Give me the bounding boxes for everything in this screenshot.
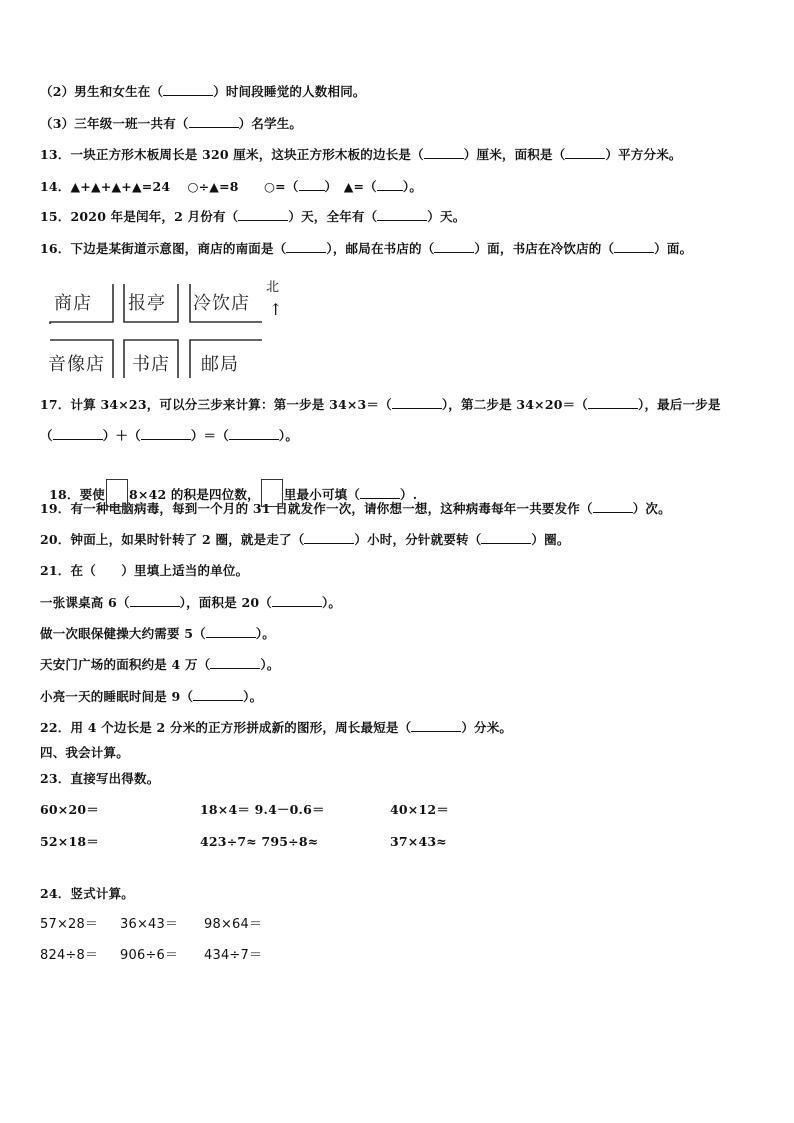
north-label: 北 xyxy=(266,280,280,295)
answer-blank[interactable] xyxy=(53,428,103,440)
question-18 xyxy=(40,463,417,507)
question-text: 天安门广场的面积约是 4 万（ xyxy=(40,657,211,672)
north-arrow-icon: ↑ xyxy=(269,300,283,319)
question-line-q-2-2 xyxy=(40,84,366,100)
bookstore-label: 书店 xyxy=(132,354,170,375)
answer-blank[interactable] xyxy=(377,209,427,221)
question-text: 20．钟面上，如果时针转了 2 圈，就是走了（ xyxy=(40,532,305,547)
answer-blank[interactable] xyxy=(141,428,191,440)
question-text: ）＋（ xyxy=(102,428,141,443)
question-text: ）。 xyxy=(255,626,276,641)
question-text: ）时间段睡觉的人数相同。 xyxy=(213,84,366,99)
answer-blank[interactable] xyxy=(588,397,638,409)
question-text: ）平方分米。 xyxy=(605,147,682,162)
answer-blank[interactable] xyxy=(206,626,256,638)
answer-blank[interactable] xyxy=(392,397,442,409)
answer-blank[interactable] xyxy=(286,241,326,253)
question-line-q14 xyxy=(40,179,422,195)
question-text: ）天，全年有（ xyxy=(288,209,378,224)
question-text: ）。 xyxy=(402,179,423,194)
question-text: ）圈。 xyxy=(531,532,570,547)
calc-24-item: 98×64＝ xyxy=(204,917,263,932)
question-text: 24．竖式计算。 xyxy=(40,886,134,901)
answer-blank[interactable] xyxy=(434,241,474,253)
question-line-q21b xyxy=(40,626,275,642)
question-text: 13．一块正方形木板周长是 320 厘米，这块正方形木板的边长是（ xyxy=(40,147,424,162)
question-text: ）分米。 xyxy=(461,720,513,735)
question-text: ）面。 xyxy=(654,241,693,256)
calc-24-item: 57×28＝ xyxy=(40,917,99,932)
cold-drink-shop-label: 冷饮店 xyxy=(193,293,250,314)
calc-24-item: 906÷6＝ xyxy=(120,948,179,963)
question-text: 15．2020 年是闰年，2 月份有（ xyxy=(40,209,239,224)
answer-blank[interactable] xyxy=(593,501,633,513)
answer-blank[interactable] xyxy=(565,147,605,159)
answer-blank[interactable] xyxy=(304,532,354,544)
answer-box[interactable] xyxy=(106,479,128,507)
question-line-q21 xyxy=(40,563,248,579)
street-map xyxy=(40,272,300,382)
calc-23-item: 60×20＝ xyxy=(40,802,99,817)
calc-23-item: 40×12＝ xyxy=(390,802,449,817)
question-line-q17b xyxy=(40,428,298,444)
answer-blank[interactable] xyxy=(163,84,213,96)
video-shop-label: 音像店 xyxy=(48,354,105,375)
question-line-q13 xyxy=(40,147,682,163)
answer-blank[interactable] xyxy=(377,179,403,191)
question-text: （3）三年级一班一共有（ xyxy=(40,116,189,131)
question-text: ）天。 xyxy=(427,209,466,224)
question-text: ）次。 xyxy=(632,501,671,516)
question-text: 22．用 4 个边长是 2 分米的正方形拼成新的图形，周长最短是（ xyxy=(40,720,412,735)
question-text: ），最后一步是 xyxy=(638,397,721,412)
question-text: 小亮一天的睡眠时间是 9（ xyxy=(40,689,194,704)
question-text: ），邮局在书店的（ xyxy=(326,241,435,256)
question-text: （ xyxy=(40,428,53,443)
question-text: ）名学生。 xyxy=(238,116,303,131)
calc-24-item: 434÷7＝ xyxy=(204,948,263,963)
shop-label: 商店 xyxy=(54,293,92,314)
question-text: ）。 xyxy=(243,689,263,704)
question-line-q24 xyxy=(40,886,134,902)
calc-24-item: 36×43＝ xyxy=(120,917,179,932)
question-text: 21．在（ ）里填上适当的单位。 xyxy=(40,563,249,578)
question-text: ）小时，分针就要转（ xyxy=(354,532,482,547)
answer-blank[interactable] xyxy=(210,657,260,669)
answer-blank[interactable] xyxy=(424,147,464,159)
question-text: ），第二步是 34×20＝（ xyxy=(441,397,589,412)
newsstand-label: 报亭 xyxy=(128,293,166,314)
answer-blank[interactable] xyxy=(481,532,531,544)
post-office-label: 邮局 xyxy=(201,354,239,375)
question-text: ）。 xyxy=(260,657,280,672)
question-text: （2）男生和女生在（ xyxy=(40,84,164,99)
question-text: 四、我会计算。 xyxy=(40,745,129,760)
q18-text-1: 18．要使 xyxy=(49,487,106,502)
q18-text-3: 里最小可填（ xyxy=(283,487,361,502)
answer-blank[interactable] xyxy=(238,209,288,221)
question-line-q21a xyxy=(40,595,341,611)
answer-blank[interactable] xyxy=(614,241,654,253)
question-text: ），面积是 20（ xyxy=(179,595,272,610)
question-text: 一张课桌高 6（ xyxy=(40,595,130,610)
question-line-q21c xyxy=(40,657,280,673)
answer-blank[interactable] xyxy=(299,179,325,191)
question-line-sec4 xyxy=(40,745,129,761)
question-line-q17a xyxy=(40,397,721,413)
answer-blank[interactable] xyxy=(130,595,180,607)
question-text: ）。 xyxy=(278,428,299,443)
question-line-q21d xyxy=(40,689,262,705)
question-text: 19．有一种电脑病毒，每到一个月的 31 日就发作一次，请你想一想，这种病毒每年一共要发作（ xyxy=(40,501,593,516)
question-text: ）面，书店在冷饮店的（ xyxy=(474,241,615,256)
answer-box[interactable] xyxy=(261,479,283,507)
calc-23-item: 37×43≈ xyxy=(390,834,447,849)
calc-23-item: 52×18＝ xyxy=(40,834,99,849)
question-line-q-2-3 xyxy=(40,116,302,132)
calc-23-item: 18×4＝ 9.4－0.6＝ xyxy=(200,802,325,817)
question-text: ） ▲=（ xyxy=(324,179,377,194)
question-text: 16．下边是某街道示意图，商店的南面是（ xyxy=(40,241,287,256)
question-text: ）厘米，面积是（ xyxy=(463,147,566,162)
q18-text-4: ）. xyxy=(400,487,418,502)
question-line-q20 xyxy=(40,532,570,548)
answer-blank[interactable] xyxy=(189,116,239,128)
calc-24-item: 824÷8＝ xyxy=(40,948,99,963)
question-text: ）＝（ xyxy=(190,428,229,443)
answer-blank[interactable] xyxy=(411,720,461,732)
answer-blank[interactable] xyxy=(229,428,279,440)
question-line-q22 xyxy=(40,720,512,736)
question-line-q16 xyxy=(40,241,692,257)
answer-blank[interactable] xyxy=(193,689,243,701)
question-text: ）。 xyxy=(321,595,342,610)
q18-text-2: 8×42 的积是四位数， xyxy=(129,487,260,502)
calc-23-item: 423÷7≈ 795÷8≈ xyxy=(200,834,319,849)
question-text: 17．计算 34×23，可以分三步来计算：第一步是 34×3＝（ xyxy=(40,397,392,412)
answer-blank[interactable] xyxy=(272,595,322,607)
question-line-q23 xyxy=(40,771,159,787)
question-line-q15 xyxy=(40,209,465,225)
question-text: 23．直接写出得数。 xyxy=(40,771,160,786)
answer-blank[interactable] xyxy=(360,487,400,499)
question-text: 做一次眼保健操大约需要 5（ xyxy=(40,626,206,641)
question-text: 14．▲+▲+▲+▲=24 ○÷▲=8 ○=（ xyxy=(40,179,299,194)
